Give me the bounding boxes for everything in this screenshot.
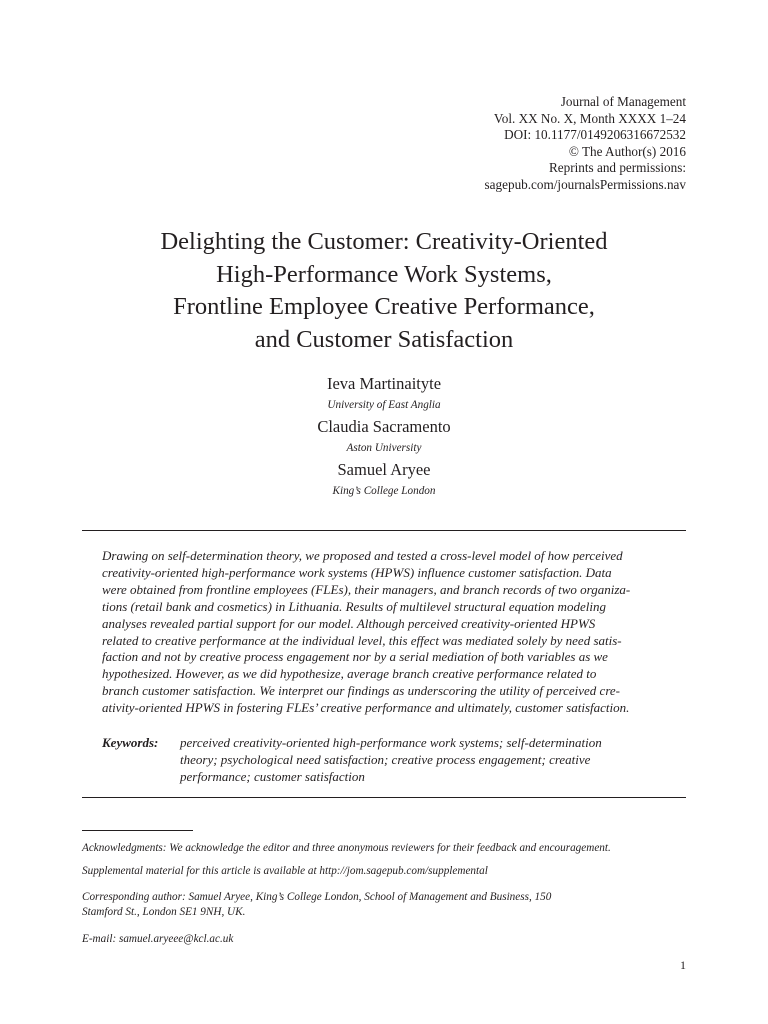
email-text[interactable]: E-mail: samuel.aryeee@kcl.ac.uk [82,933,234,945]
abstract-line: were obtained from frontline employees (FLEs), their managers, and branch records of two organiza- [102,581,631,597]
keywords-label: Keywords: [102,735,159,750]
journal-reprints: Reprints and permissions: [549,160,686,176]
email-footnote [82,932,692,947]
abstract-line: analyses revealed partial support for our model. Although perceived creativity-oriented HPWS [102,615,596,631]
keywords-list [180,734,666,785]
abstract-line: branch customer satisfaction. We interpret our findings as underscoring the utility of perceived cre- [102,683,621,699]
author-name: Ieva Martinaityte [326,374,442,393]
journal-permissions-link[interactable]: sagepub.com/journalsPermissions.nav [484,176,686,192]
title-line: Frontline Employee Creative Performance, [173,293,595,320]
article-title [60,226,708,356]
journal-doi: DOI: 10.1177/0149206316672532 [504,127,686,143]
supplemental-footnote [82,864,692,879]
abstract-line: related to creative performance at the individual level, this effect was mediated solely by need satis- [102,632,622,648]
title-line: High-Performance Work Systems, [216,260,552,288]
corresponding-author-line: Corresponding author: Samuel Aryee, King’s College London, School of Management and Business, 150 [82,891,552,903]
journal-volume: Vol. XX No. X, Month XXXX 1–24 [493,110,686,126]
abstract-line: tions (retail bank and cosmetics) in Lithuania. Results of multilevel structural equation modeling [102,598,606,614]
journal-name: Journal of Management [560,94,686,109]
footnote-separator [82,830,193,831]
keywords-line: theory; psychological need satisfaction; creative process engagement; creative [180,752,591,767]
abstract-line: ativity-oriented HPWS in fostering FLEs’ creative performance and ultimately, customer satisfaction. [102,700,630,716]
journal-copyright: © The Author(s) 2016 [568,143,686,159]
author-name: Samuel Aryee [337,460,431,479]
abstract-line: Drawing on self-determination theory, we proposed and tested a cross-level model of how perceived [102,548,623,563]
supplemental-text: Supplemental material for this article is available at http://jom.sagepub.com/supplemental [82,865,488,877]
page-number: 1 [680,958,686,972]
keywords-line: perceived creativity-oriented high-performance work systems; self-determination [180,735,602,750]
abstract-line: faction and not by creative process engagement nor by a serial mediation of both variables as we [102,649,608,665]
title-line: Delighting the Customer: Creativity-Oriented [160,228,608,255]
author-affiliation: Aston University [346,442,422,454]
author-affiliation: King’s College London [332,485,436,497]
corresponding-author-footnote [82,890,692,920]
acknowledgments-text: Acknowledgments: We acknowledge the editor and three anonymous reviewers for their feedback and encouragement. [82,842,611,854]
acknowledgments-footnote [82,841,692,856]
abstract-line: creativity-oriented high-performance work systems (HPWS) influence customer satisfaction. Data [102,564,612,580]
abstract [102,548,666,717]
corresponding-author-line: Stamford St., London SE1 9NH, UK. [82,906,246,919]
abstract-top-rule [82,530,686,531]
title-line: and Customer Satisfaction [254,325,514,353]
abstract-line: hypothesized. However, as we did hypothesize, average branch creative performance related to [102,666,597,682]
abstract-bottom-rule [82,797,686,798]
keywords-line: performance; customer satisfaction [180,769,365,784]
author-name: Claudia Sacramento [317,417,451,436]
journal-metadata [485,94,686,194]
author-affiliation: University of East Anglia [327,399,441,411]
